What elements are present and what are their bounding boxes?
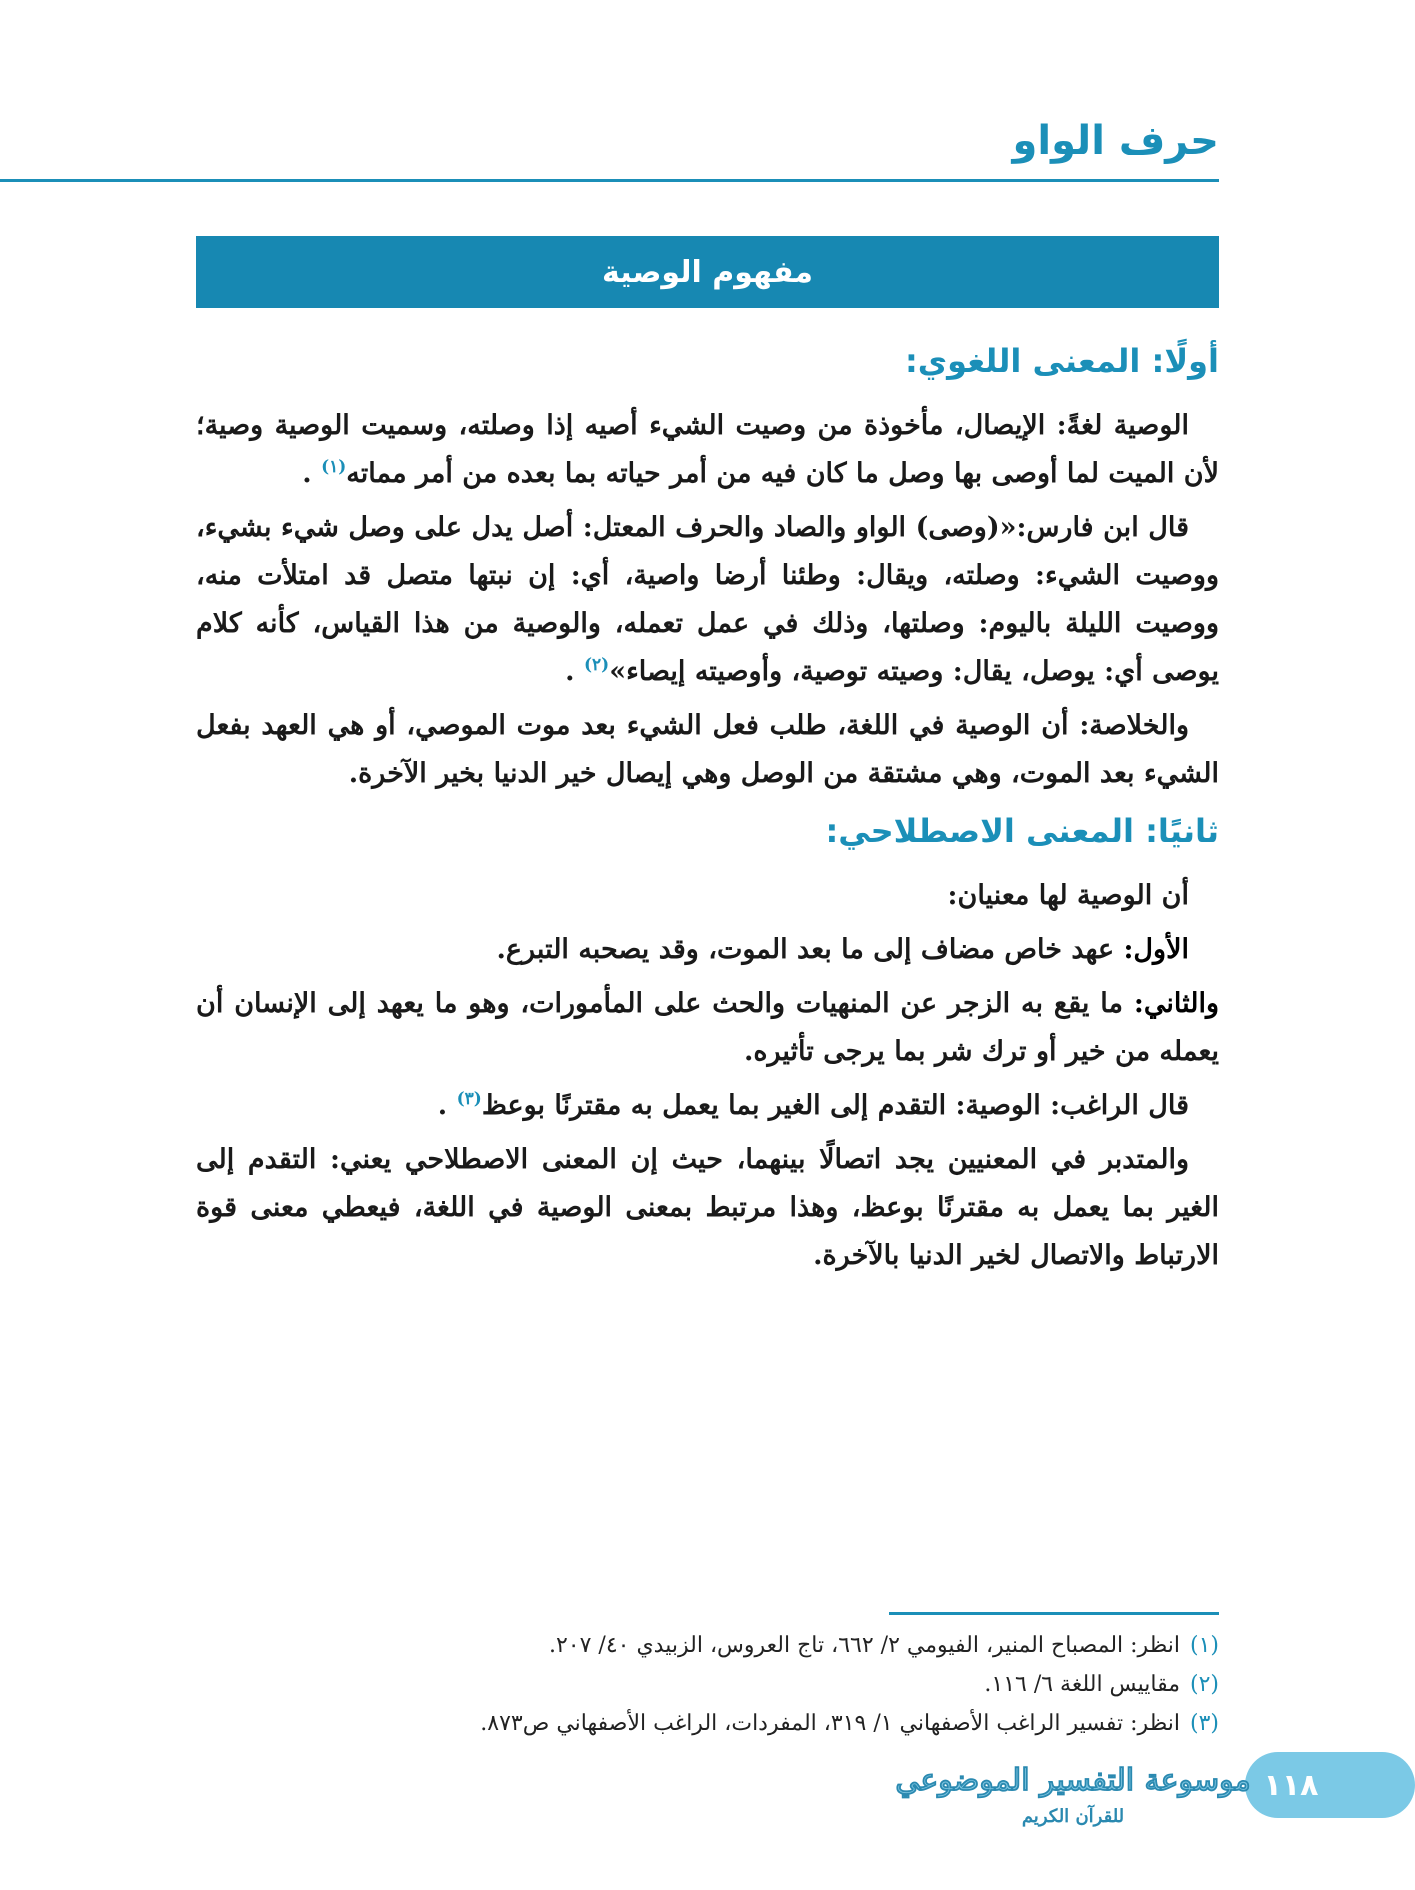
raghib-quote: قال الراغب: الوصية: التقدم إلى الغير بما يعمل به مقترنًا بوعظ$^{(٣)}$ . — [437, 1089, 1189, 1121]
lexical-paragraph-1: الوصية لغةً: الإيصال، مأخوذة من وصيت الشيء أصيه إذا وصلته، وسميت الوصية وصية؛ لأن الميت لما أوصى بها وصل ما كان فيه من أمر حياته بما بعده من أمر مماته$^{(١)}$ . — [196, 410, 1219, 489]
footnote-ref-3[interactable]: (٣) — [456, 1089, 482, 1109]
technical-second-meaning: والثاني: ما يقع به الزجر عن المنهيات والحث على المأمورات، وهو ما يعهد إلى الإنسان أن يعمله من خير أو ترك شر بما يرجى تأثيره. — [196, 988, 1219, 1067]
lexical-paragraph-2: قال ابن فارس:«(وصى) الواو والصاد والحرف المعتل: أصل يدل على وصل شيء بشيء، ووصيت الشيء: وصلته، ويقال: وطئنا أرضا واصية، أي: إن نبتها متصل قد امتلأت منه، ووصيت الليلة باليوم: وصلتها، وذلك في عمل تعمله، والوصية من هذا القياس، كأنه كلام يوصى أي: يوصل، يقال: وصيته توصية، وأوصيته إيصاء»$^{(٢)}$ . — [196, 512, 1219, 687]
technical-intro: أن الوصية لها معنيان: — [947, 880, 1189, 911]
technical-heading: ثانيًا: المعنى الاصطلاحي: — [825, 812, 1219, 850]
footnote-item: (٢)مقاييس اللغة ٦/ ١١٦. — [984, 1672, 1219, 1697]
header-rule — [0, 179, 1219, 182]
chapter-title: حرف الواو — [1012, 118, 1219, 164]
footnotes — [196, 1626, 1219, 1743]
main-content — [196, 336, 1219, 1286]
footnote-item: (١)انظر: المصباح المنير، الفيومي ٢/ ٦٦٢، تاج العروس، الزبيدي ٤٠/ ٢٠٧. — [548, 1633, 1219, 1658]
footnote-rule — [889, 1612, 1219, 1615]
lexical-paragraph-3: والخلاصة: أن الوصية في اللغة، طلب فعل الشيء بعد موت الموصي، أو هي العهد بفعل الشيء بعد الموت، وهي مشتقة من الوصل وهي إيصال خير الدنيا بخير الآخرة. — [196, 710, 1219, 789]
lexical-heading: أولًا: المعنى اللغوي: — [905, 342, 1219, 380]
encyclopedia-logo — [895, 1748, 1251, 1832]
first-label: الأول: — [1123, 934, 1189, 965]
technical-first-meaning: الأول: عهد خاص مضاف إلى ما بعد الموت، وقد يصحبه التبرع. — [496, 934, 1189, 965]
logo-subtitle: للقرآن الكريم — [1021, 1806, 1125, 1827]
section-title: مفهوم الوصية — [602, 254, 813, 290]
page-number: ١١٨ — [1263, 1767, 1319, 1803]
footnote-item: (٣)انظر: تفسير الراغب الأصفهاني ١/ ٣١٩، المفردات، الراغب الأصفهاني ص٨٧٣. — [480, 1711, 1219, 1736]
logo-title: موسوعة التفسير الموضوعي — [895, 1763, 1251, 1798]
section-banner — [196, 236, 1219, 308]
second-label: والثاني: — [1133, 988, 1219, 1019]
technical-conclusion: والمتدبر في المعنيين يجد اتصالًا بينهما، حيث إن المعنى الاصطلاحي يعني: التقدم إلى الغير بما يعمل به مقترنًا بوعظ، وهذا مرتبط بمعنى الوصية في اللغة، فيعطي معنى قوة الارتباط والاتصال لخير الدنيا بالآخرة. — [196, 1144, 1219, 1271]
footnote-ref-2[interactable]: (٢) — [583, 655, 610, 675]
footnote-ref-1[interactable]: (١) — [321, 457, 347, 477]
